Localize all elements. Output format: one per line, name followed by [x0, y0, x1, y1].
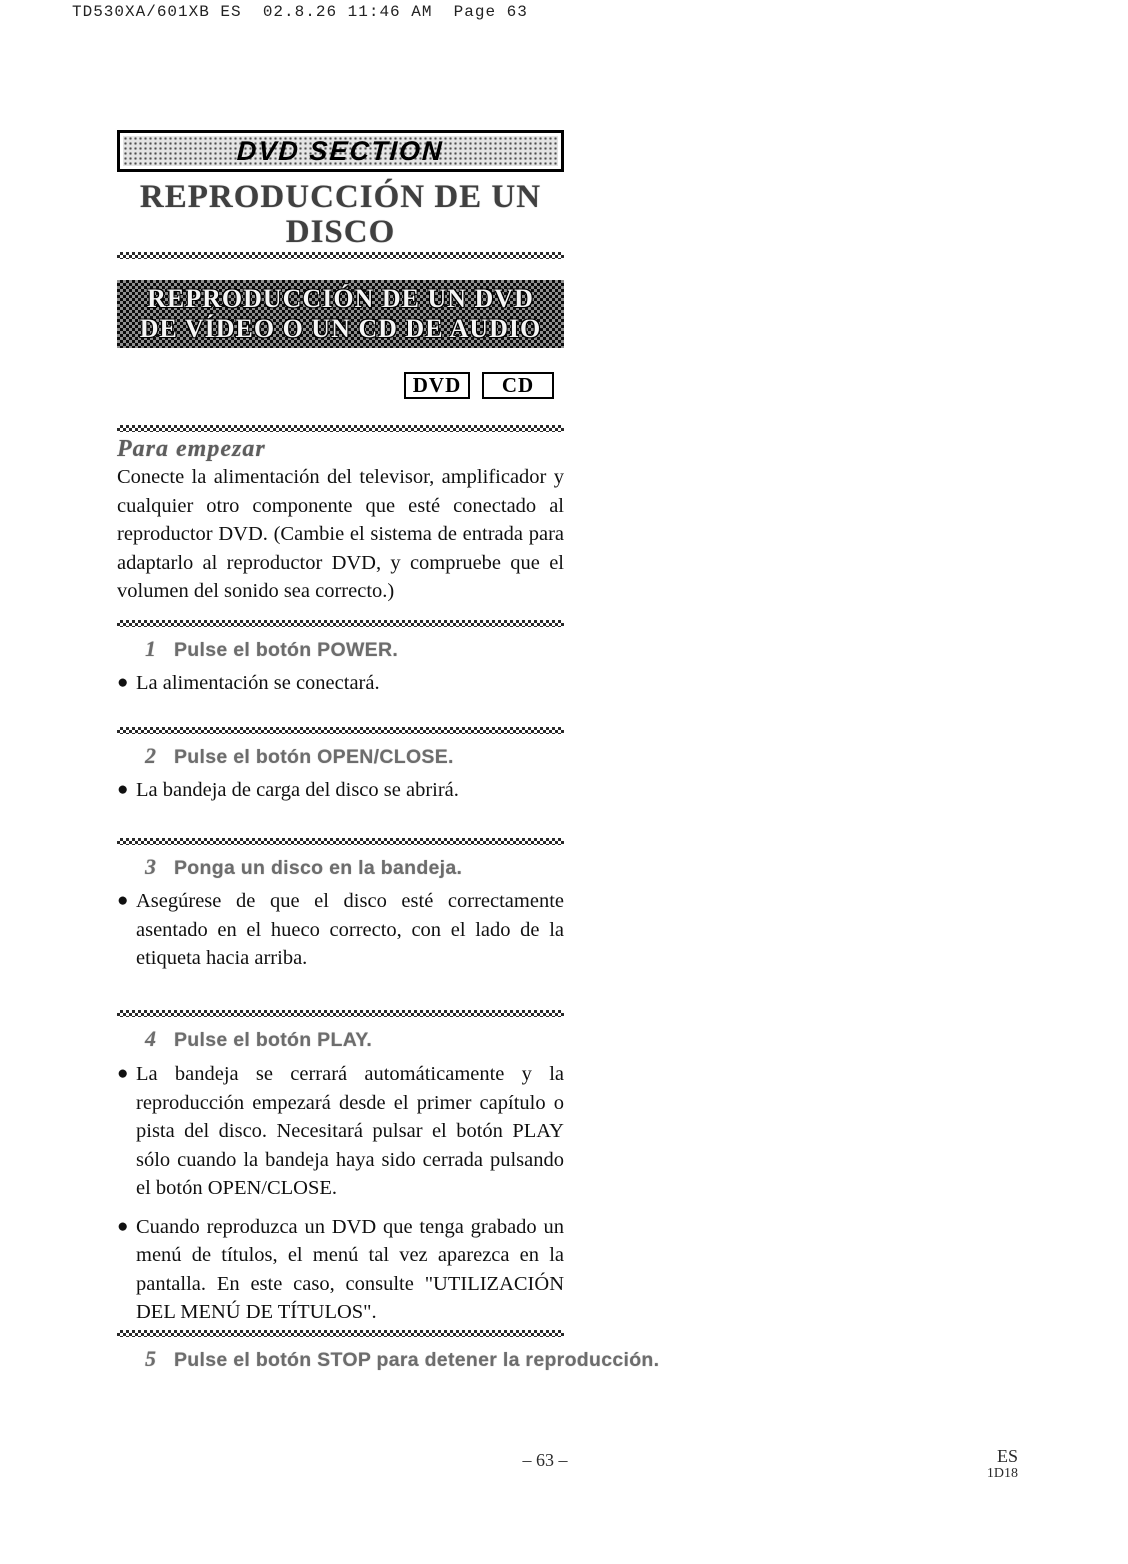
step-2-heading [117, 743, 564, 769]
step-4 [117, 1010, 564, 1327]
step-2-rule [117, 727, 564, 734]
step-3-heading [117, 854, 564, 880]
step-1-rule [117, 620, 564, 627]
subsection-banner-line2: DE VÍDEO O UN CD DE AUDIO [139, 314, 542, 343]
step-1-bullet-text: La alimentación se conectará. [136, 672, 380, 694]
step-2-bullet-text: La bandeja de carga del disco se abrirá. [136, 779, 459, 801]
dvd-section-banner [117, 130, 564, 172]
step-3-label: Ponga un disco en la bandeja. [174, 857, 463, 879]
step-4-bullet-2-text: Cuando reproduzca un DVD que tenga grabado un menú de títulos, el menú tal vez aparezca en la pantalla. En este caso, consulte "UTILIZACIÓN DEL MENÚ DE TÍTULOS". [136, 1215, 564, 1323]
step-4-bullet-1-text: La bandeja se cerrará automáticamente y la reproducción empezará desde el primer capítulo o pista del disco. Necesitará pulsar el botón PLAY sólo cuando la bandeja haya sido cerrada pulsando el botón OPEN/CLOSE. [136, 1063, 564, 1199]
intro-heading: Para empezar [117, 436, 266, 462]
step-5-number: 5 [145, 1346, 156, 1371]
step-4-bullet-2 [117, 1213, 564, 1327]
step-4-bullet-1 [117, 1060, 564, 1203]
step-2-number: 2 [145, 743, 156, 768]
intro-body: Conecte la alimentación del televisor, amplificador y cualquier otro componente que esté conectado al reproductor DVD. (Cambie el sistema de entrada para adaptarlo al reproductor DVD, y compruebe que el volumen del sonido sea correcto.) [117, 466, 564, 602]
step-3 [117, 838, 564, 973]
step-2-bullet [117, 776, 564, 805]
step-4-number: 4 [145, 1026, 156, 1051]
step-1-bullet [117, 669, 564, 698]
page-title-line1: REPRODUCCIÓN DE UN [139, 179, 542, 215]
step-1-number: 1 [145, 636, 156, 661]
step-2 [117, 727, 564, 805]
step-3-bullet [117, 887, 564, 973]
bullet-dot: ● [117, 779, 129, 800]
bullet-dot: ● [117, 1063, 129, 1084]
step-3-number: 3 [145, 854, 156, 879]
step-1 [117, 620, 564, 698]
intro-rule [117, 425, 564, 432]
subsection-banner-line1: REPRODUCCIÓN DE UN DVD [147, 284, 534, 313]
dvd-section-banner-label: DVD SECTION [236, 135, 445, 166]
page-title-line2: DISCO [285, 214, 396, 250]
subsection-banner [117, 280, 564, 348]
bullet-dot: ● [117, 672, 129, 693]
title-rule [117, 252, 564, 259]
bullet-dot: ● [117, 890, 129, 911]
step-5-heading [117, 1346, 660, 1372]
step-4-label: Pulse el botón PLAY. [174, 1029, 373, 1051]
page-title [117, 180, 564, 250]
step-1-label: Pulse el botón POWER. [174, 639, 399, 661]
dvd-section-banner-fill [123, 136, 558, 166]
step-5 [117, 1330, 660, 1372]
step-4-rule [117, 1010, 564, 1017]
bullet-dot: ● [117, 1215, 129, 1237]
step-3-bullet-text: Asegúrese de que el disco esté correctamente asentado en el hueco correcto, con el lado de la etiqueta hacia arriba. [136, 890, 564, 969]
footer-code: 1D18 [986, 1466, 1018, 1481]
scan-header: TD530XA/601XB ES 02.8.26 11:46 AM Page 63 [72, 3, 528, 21]
footer-right [940, 1447, 1018, 1482]
dvd-badge: DVD [404, 372, 470, 399]
cd-badge: CD [482, 372, 554, 399]
step-5-rule [117, 1330, 564, 1337]
step-4-heading [117, 1026, 564, 1052]
page-number: – 63 – [522, 1450, 568, 1470]
step-5-label: Pulse el botón STOP para detener la reproducción. [174, 1349, 660, 1371]
footer-language: ES [996, 1446, 1018, 1466]
step-1-heading [117, 636, 564, 662]
step-3-rule [117, 838, 564, 845]
media-badges [117, 372, 554, 399]
step-2-label: Pulse el botón OPEN/CLOSE. [174, 746, 454, 768]
